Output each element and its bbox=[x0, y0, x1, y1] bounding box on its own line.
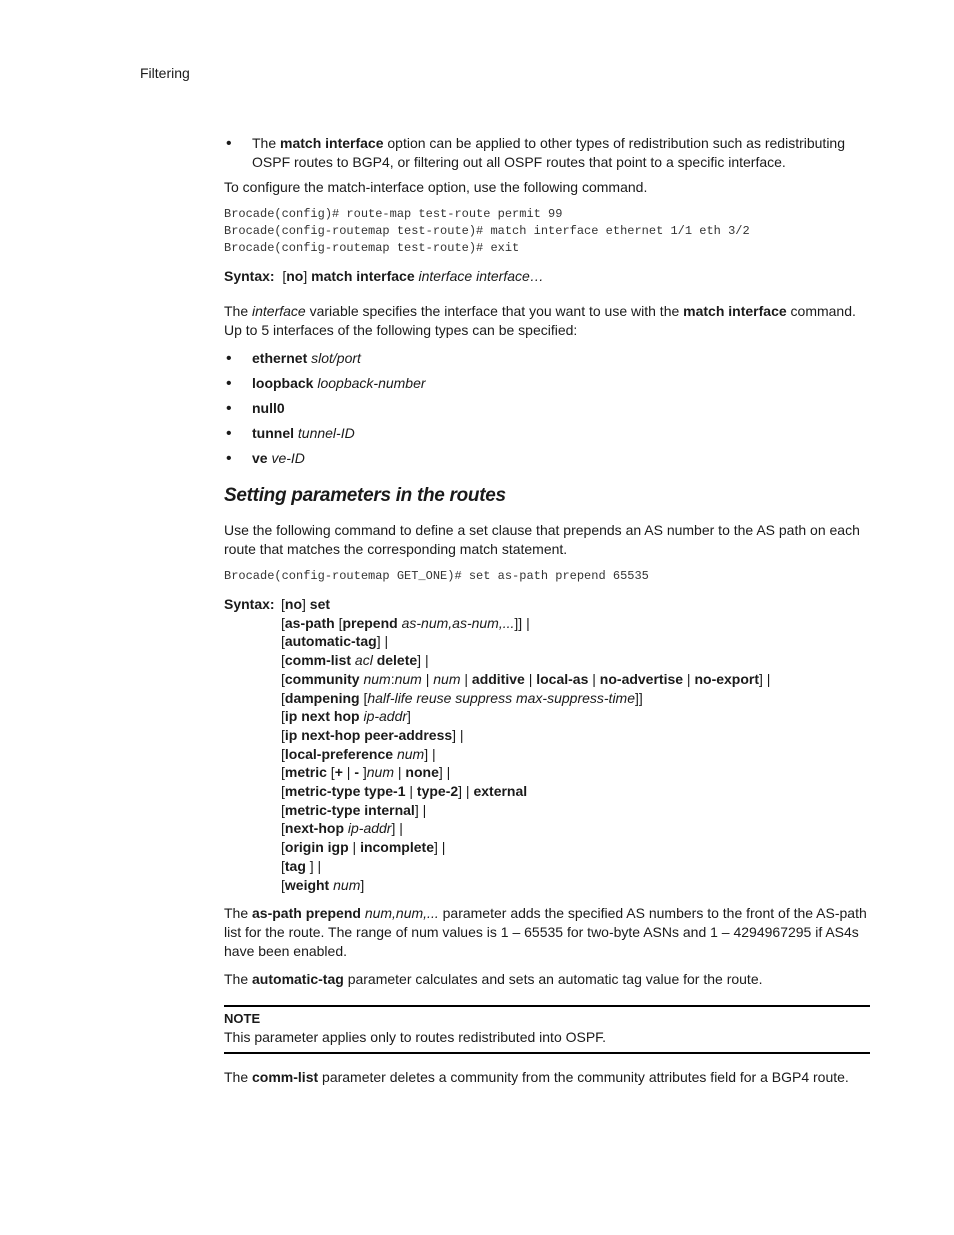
text-run: command. Up to 5 interfaces of the following types can be specified: bbox=[224, 303, 856, 338]
variable: interface bbox=[252, 303, 306, 319]
keyword: local-preference bbox=[284, 745, 394, 762]
text-run: parameter calculates and sets an automatic tag value for the route. bbox=[343, 971, 763, 988]
text-run: | bbox=[342, 764, 355, 781]
running-header: Filtering bbox=[140, 65, 190, 81]
code-line: Brocade(config-routemap test-route)# exit bbox=[224, 241, 520, 255]
as-path-prepend-description bbox=[224, 904, 870, 961]
keyword: community bbox=[284, 670, 360, 687]
syntax-set bbox=[224, 595, 870, 894]
interface-description bbox=[224, 302, 870, 340]
list-item bbox=[224, 374, 870, 393]
text-run: ] | bbox=[391, 820, 403, 837]
keyword: prepend bbox=[342, 614, 398, 631]
syntax-line bbox=[281, 707, 870, 726]
variable: slot/port bbox=[311, 350, 361, 366]
syntax-line bbox=[281, 745, 870, 764]
variable: half-life reuse suppress max-suppress-time bbox=[367, 689, 635, 706]
keyword: as-path prepend bbox=[252, 905, 361, 922]
keyword: no bbox=[286, 268, 304, 284]
text-run: ] | bbox=[424, 745, 436, 762]
note-title: NOTE bbox=[224, 1011, 261, 1027]
section-heading: Setting parameters in the routes bbox=[224, 485, 506, 506]
keyword: origin igp bbox=[284, 839, 349, 856]
note-text: This parameter applies only to routes redistributed into OSPF. bbox=[224, 1029, 607, 1046]
keyword: next-hop bbox=[284, 820, 344, 837]
variable: num bbox=[433, 670, 461, 687]
list-item bbox=[224, 134, 870, 172]
text-run: The bbox=[224, 971, 253, 988]
keyword: match interface bbox=[683, 303, 787, 319]
list-item bbox=[224, 399, 870, 418]
note-box bbox=[224, 1005, 870, 1054]
syntax-line bbox=[281, 763, 870, 782]
keyword: additive bbox=[471, 670, 525, 687]
syntax-line bbox=[281, 614, 870, 633]
syntax-line bbox=[281, 651, 870, 670]
keyword: no-advertise bbox=[599, 670, 684, 687]
code-example-match-interface bbox=[224, 206, 870, 257]
keyword: + bbox=[334, 764, 343, 781]
text-run: ] | bbox=[458, 783, 474, 800]
keyword: external bbox=[473, 783, 528, 800]
syntax-line bbox=[281, 689, 870, 708]
text-run: ] bbox=[358, 764, 367, 781]
syntax-line bbox=[281, 670, 870, 689]
syntax-lines bbox=[281, 595, 870, 894]
keyword: no bbox=[284, 596, 302, 612]
text-run: The bbox=[224, 1069, 253, 1086]
text-run: [ bbox=[281, 764, 285, 781]
text-run: ] bbox=[407, 708, 411, 725]
intro-bullet-list bbox=[224, 134, 870, 172]
variable: num bbox=[394, 670, 422, 687]
variable: ip-addr bbox=[347, 820, 392, 837]
text-run: parameter deletes a community from the community attributes field for a BGP4 route. bbox=[318, 1069, 849, 1086]
text-run: | bbox=[524, 670, 537, 687]
text-run: ] bbox=[360, 876, 365, 893]
keyword: incomplete bbox=[360, 839, 434, 856]
text-run: | bbox=[421, 670, 434, 687]
text-run: [ bbox=[281, 876, 285, 893]
comm-list-description bbox=[224, 1068, 870, 1087]
variable: num bbox=[363, 670, 391, 687]
keyword: tunnel bbox=[252, 425, 294, 441]
text-run: | bbox=[460, 670, 472, 687]
text-run: [ bbox=[281, 652, 285, 669]
variable: loopback-number bbox=[317, 375, 426, 391]
keyword: loopback bbox=[252, 375, 314, 391]
text-run: ] | bbox=[376, 633, 389, 650]
set-clause-intro: Use the following command to define a set clause that prepends an AS number to the AS path on each route that matches the corresponding match statement. bbox=[224, 522, 860, 557]
syntax-line bbox=[281, 782, 870, 801]
code-line: Brocade(config)# route-map test-route permit 99 bbox=[224, 207, 563, 221]
text-run: [ bbox=[281, 783, 285, 800]
text-run: | bbox=[405, 783, 417, 800]
keyword: ip next-hop peer-address bbox=[284, 726, 453, 743]
text-run: ] | bbox=[417, 652, 429, 669]
keyword: metric-type type-1 bbox=[284, 783, 406, 800]
keyword: none bbox=[405, 764, 439, 781]
text-run: [ bbox=[281, 839, 285, 856]
text-run: [ bbox=[334, 614, 343, 631]
keyword: ve bbox=[252, 450, 268, 466]
keyword: local-as bbox=[536, 670, 589, 687]
text-run: ] bbox=[302, 596, 310, 612]
configure-instruction: To configure the match-interface option, use the following command. bbox=[224, 179, 648, 195]
syntax-line bbox=[281, 876, 870, 895]
code-line: Brocade(config-routemap test-route)# match interface ethernet 1/1 eth 3/2 bbox=[224, 224, 750, 238]
text-run: [ bbox=[281, 614, 285, 631]
keyword: automatic-tag bbox=[284, 633, 377, 650]
syntax-line bbox=[281, 819, 870, 838]
text-run: ] | bbox=[414, 801, 427, 818]
text-run: parameter adds the specified AS numbers to the front of the AS-path list for the route. The range of num values is 1 – 65535 for two-byte ASNs and 1 – 4294967295 if AS4s have been enabled. bbox=[224, 905, 867, 960]
keyword: match interface bbox=[311, 268, 415, 284]
syntax-line bbox=[281, 632, 870, 651]
text-run: [ bbox=[281, 633, 285, 650]
variable: ve-ID bbox=[271, 450, 305, 466]
text-run: [ bbox=[281, 857, 285, 874]
syntax-line bbox=[281, 726, 870, 745]
page-body bbox=[224, 134, 870, 1096]
text-run: | bbox=[348, 839, 361, 856]
keyword: match interface bbox=[280, 135, 384, 151]
keyword: as-path bbox=[284, 614, 335, 631]
keyword: tag bbox=[284, 857, 306, 874]
code-example-set-as-path bbox=[224, 568, 870, 585]
text-run: option can be applied to other types of redistribution such as redistributing OSPF routes to BGP4, or filtering out all OSPF routes that point to a specific interface. bbox=[252, 135, 846, 170]
text-run: variable specifies the interface that you want to use with the bbox=[305, 303, 684, 319]
text-run: [ bbox=[281, 689, 285, 706]
variable: tunnel-ID bbox=[297, 425, 355, 441]
keyword: set bbox=[309, 596, 331, 612]
keyword: comm-list bbox=[252, 1069, 319, 1086]
text-run: The bbox=[252, 135, 281, 151]
keyword: weight bbox=[284, 876, 330, 893]
syntax-line bbox=[281, 838, 870, 857]
variable: num bbox=[333, 876, 361, 893]
text-run: The bbox=[224, 905, 253, 922]
text-run: [ bbox=[282, 268, 287, 284]
variable: ip-addr bbox=[363, 708, 408, 725]
text-run: ] | bbox=[438, 764, 451, 781]
keyword: ethernet bbox=[252, 350, 308, 366]
syntax-label: Syntax: bbox=[224, 596, 275, 612]
text-run: : bbox=[390, 670, 395, 687]
text-run: ]] | bbox=[514, 614, 530, 631]
variable: num bbox=[366, 764, 394, 781]
keyword: comm-list bbox=[284, 652, 352, 669]
variable: interface interface… bbox=[418, 268, 544, 284]
variable: num,num,... bbox=[364, 905, 439, 922]
keyword: metric-type internal bbox=[284, 801, 415, 818]
code-line: Brocade(config-routemap GET_ONE)# set as-path prepend 65535 bbox=[224, 569, 649, 583]
text-run: | bbox=[588, 670, 600, 687]
keyword: ip next hop bbox=[284, 708, 360, 725]
list-item bbox=[224, 449, 870, 468]
syntax-line bbox=[281, 857, 870, 876]
keyword: automatic-tag bbox=[252, 971, 344, 988]
text-run: The bbox=[224, 303, 253, 319]
text-run: ] | bbox=[759, 670, 771, 687]
keyword: metric bbox=[284, 764, 327, 781]
text-run: [ bbox=[281, 726, 285, 743]
syntax-line bbox=[281, 801, 870, 820]
text-run: ] | bbox=[452, 726, 464, 743]
text-run: [ bbox=[359, 689, 368, 706]
text-run: [ bbox=[281, 745, 285, 762]
text-run: ] | bbox=[433, 839, 446, 856]
list-item bbox=[224, 349, 870, 368]
text-run: ]] bbox=[635, 689, 643, 706]
keyword: dampening bbox=[284, 689, 360, 706]
variable: as-num,as-num,... bbox=[401, 614, 515, 631]
text-run: [ bbox=[326, 764, 335, 781]
variable: num bbox=[396, 745, 425, 762]
text-run: | bbox=[683, 670, 695, 687]
syntax-match-interface bbox=[224, 267, 870, 286]
text-run: ] bbox=[303, 268, 312, 284]
text-run: [ bbox=[281, 708, 285, 725]
automatic-tag-description bbox=[224, 970, 870, 989]
syntax-label: Syntax: bbox=[224, 268, 275, 284]
keyword: delete bbox=[376, 652, 418, 669]
keyword: null0 bbox=[252, 400, 285, 416]
text-run: ] | bbox=[305, 857, 322, 874]
text-run: [ bbox=[281, 801, 285, 818]
keyword: - bbox=[354, 764, 359, 781]
keyword: type-2 bbox=[416, 783, 459, 800]
text-run: [ bbox=[281, 820, 285, 837]
text-run: | bbox=[394, 764, 406, 781]
variable: acl bbox=[354, 652, 373, 669]
syntax-line bbox=[281, 595, 870, 614]
interface-type-list bbox=[224, 349, 870, 468]
text-run: [ bbox=[281, 670, 285, 687]
keyword: no-export bbox=[694, 670, 760, 687]
list-item bbox=[224, 424, 870, 443]
text-run: [ bbox=[281, 596, 285, 612]
